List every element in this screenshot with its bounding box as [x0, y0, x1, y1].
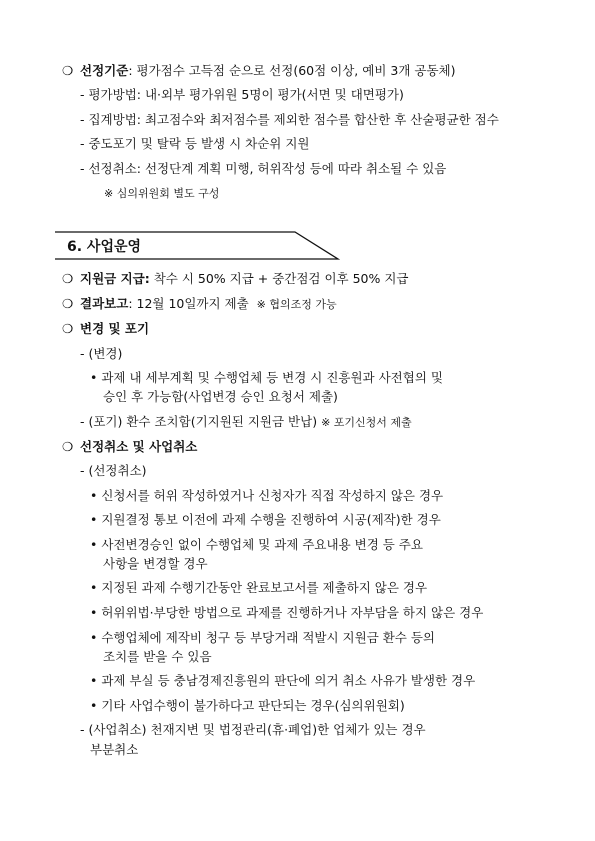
criteria-head: 선정기준 — [80, 63, 129, 78]
change-sub: - (변경) — [80, 346, 123, 361]
cancel-sub: - (선정취소) — [80, 463, 147, 478]
cancel-head: 선정취소 및 사업취소 — [80, 439, 198, 454]
abandon-line — [80, 414, 412, 431]
cancel-heading — [62, 439, 197, 455]
cancel-bullet-cont: 사항을 변경할 경우 — [103, 556, 208, 571]
funding-head: 지원금 지급: — [80, 271, 150, 286]
report-line — [62, 296, 337, 313]
report-note: ※ 협의조정 가능 — [256, 298, 337, 311]
circle-bullet-icon: ❍ — [62, 439, 74, 454]
circle-bullet-icon: ❍ — [62, 271, 74, 286]
cancel-bullet: • 지원결정 통보 이전에 과제 수행을 진행하여 시공(제작)한 경우 — [90, 512, 441, 527]
circle-bullet-icon: ❍ — [62, 296, 74, 311]
funding-line — [62, 271, 409, 287]
business-cancel-cont: 부분취소 — [90, 742, 139, 757]
circle-bullet-icon: ❍ — [62, 321, 74, 336]
committee-note: ※ 심의위원회 별도 구성 — [104, 187, 220, 200]
cancel-bullet: • 과제 부실 등 충남경제진흥원의 판단에 의거 취소 사유가 발생한 경우 — [90, 673, 476, 688]
selection-item: - 중도포기 및 탈락 등 발생 시 차순위 지원 — [80, 136, 310, 151]
selection-item: - 집계방법: 최고점수와 최저점수를 제외한 점수를 합산한 후 산술평균한 점수 — [80, 112, 499, 127]
cancel-bullet: • 신청서를 허위 작성하였거나 신청자가 직접 작성하지 않은 경우 — [90, 488, 444, 503]
cancel-bullet: • 사전변경승인 없이 수행업체 및 과제 주요내용 변경 등 주요 — [90, 537, 423, 552]
cancel-bullet: • 허위위법·부당한 방법으로 과제를 진행하거나 자부담을 하지 않은 경우 — [90, 605, 484, 620]
funding-text: 착수 시 50% 지급 + 중간점검 이후 50% 지급 — [149, 271, 409, 286]
cancel-bullet-cont: 조치를 받을 수 있음 — [103, 649, 212, 664]
change-head: 변경 및 포기 — [80, 321, 150, 336]
section-title: 6. 사업운영 — [67, 239, 142, 255]
abandon-note: ※ 포기신청서 제출 — [321, 416, 412, 429]
selection-item: - 선정취소: 선정단계 계획 미행, 허위작성 등에 따라 취소될 수 있음 — [80, 161, 447, 176]
cancel-bullet: • 지정된 과제 수행기간동안 완료보고서를 제출하지 않은 경우 — [90, 580, 428, 595]
selection-item: - 평가방법: 내·외부 평가위원 5명이 평가(서면 및 대면평가) — [80, 87, 404, 102]
cancel-bullet: • 기타 사업수행이 불가하다고 판단되는 경우(심의위원회) — [90, 698, 405, 713]
change-bullet: • 과제 내 세부계획 및 수행업체 등 변경 시 진흥원과 사전협의 및 — [90, 370, 443, 385]
report-head: 결과보고 — [80, 296, 129, 311]
abandon-text: - (포기) 환수 조치함(기지원된 지원금 반납) — [80, 414, 318, 429]
change-bullet-cont: 승인 후 가능함(사업변경 승인 요청서 제출) — [103, 389, 338, 404]
change-heading — [62, 321, 149, 337]
report-text: : 12월 10일까지 제출 — [128, 296, 249, 311]
circle-bullet-icon: ❍ — [62, 63, 74, 78]
business-cancel: - (사업취소) 천재지변 및 법정관리(휴·폐업)한 업체가 있는 경우 — [80, 722, 426, 737]
criteria-text: : 평가점수 고득점 순으로 선정(60점 이상, 예비 3개 공동체) — [128, 63, 456, 78]
selection-criteria — [62, 63, 455, 79]
cancel-bullet: • 수행업체에 제작비 청구 등 부당거래 적발시 지원금 환수 등의 — [90, 630, 436, 645]
section-header — [55, 230, 340, 260]
